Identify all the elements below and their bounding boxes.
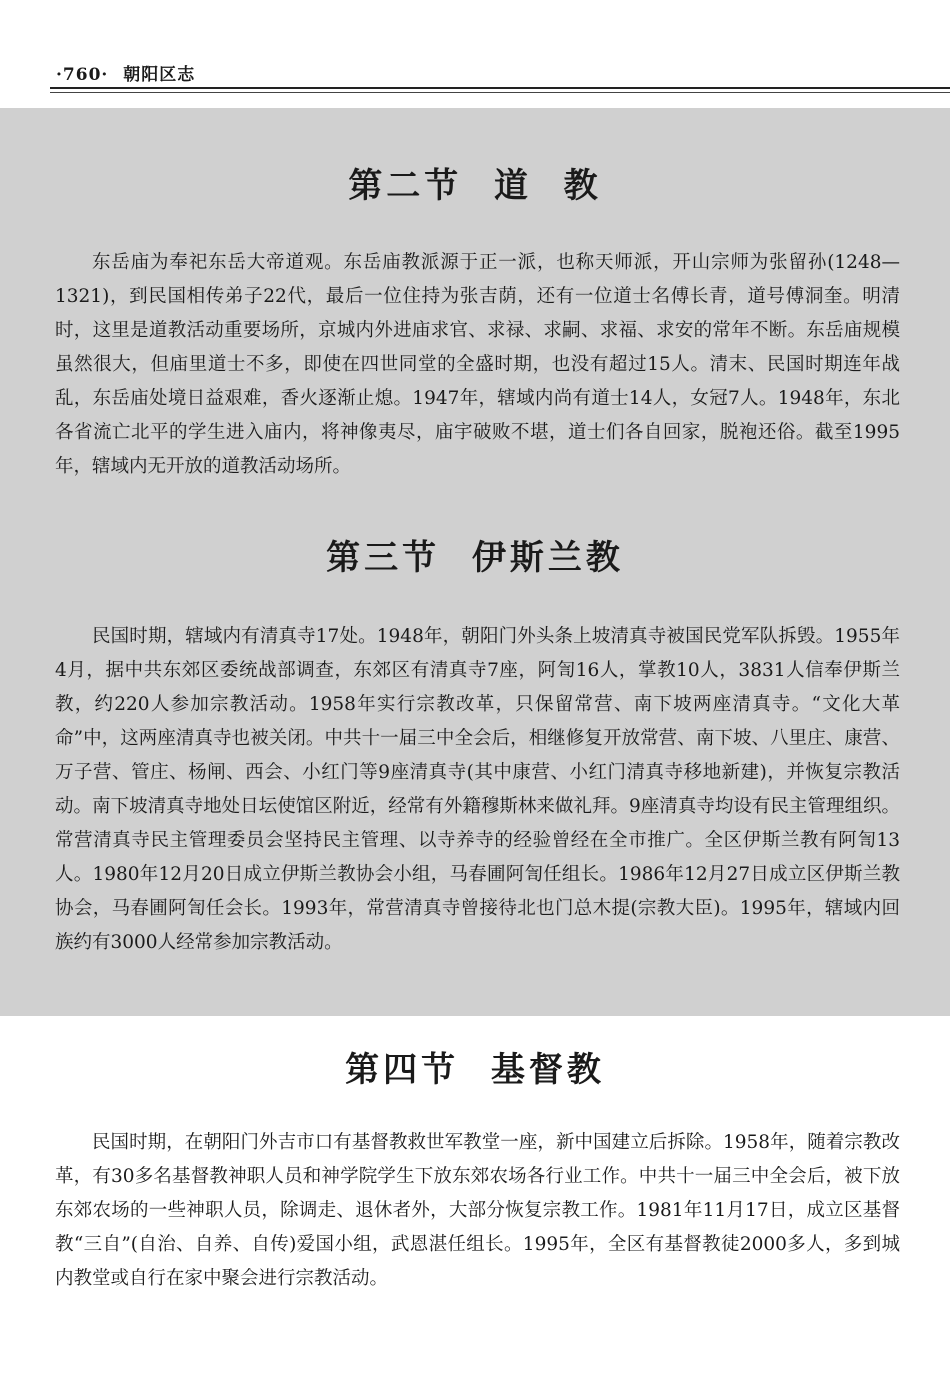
section-title-daojiao: 第二节 道 教 (348, 166, 602, 206)
section-body-daojiao: 东岳庙为奉祀东岳大帝道观。东岳庙教派源于正一派，也称天师派，开山宗师为张留孙(1248—1321)，到民国相传弟子22代，最后一位住持为张吉荫，还有一位道士名傅长青，道号傅洞奎。明清时，这里是道教活动重要场所，京城内外进庙求官、求禄、求嗣、求福、求安的常年不断。东岳庙规模虽然很大，但庙里道士不多，即使在四世同堂的全盛时期，也没有超过15人。清末、民国时期连年战乱，东岳庙处境日益艰难，香火逐渐止熄。1947年，辖域内尚有道士14人，女冠7人。1948年，东北各省流亡北平的学生进入庙内，将神像夷尽，庙宇破败不堪，道士们各自回家，脱袍还俗。截至1995年，辖域内无开放的道教活动场所。 (55, 252, 900, 477)
header-rule (50, 87, 950, 89)
section-body-jidu: 民国时期，在朝阳门外吉市口有基督教救世军教堂一座，新中国建立后拆除。1958年，随着宗教改革，有30多名基督教神职人员和神学院学生下放东郊农场各行业工作。中共十一届三中全会后，被下放东郊农场的一些神职人员，除调走、退休者外，大部分恢复宗教工作。1981年11月17日，成立区基督教“三自”(自治、自养、自传)爱国小组，武恩湛任组长。1995年，全区有基督教徒2000多人，多到城内教堂或自行在家中聚会进行宗教活动。 (55, 1132, 900, 1289)
section-body-yisilan: 民国时期，辖域内有清真寺17处。1948年，朝阳门外头条上坡清真寺被国民党军队拆毁。1955年4月，据中共东郊区委统战部调查，东郊区有清真寺7座，阿訇16人，掌教10人，3831人信奉伊斯兰教，约220人参加宗教活动。1958年实行宗教改革，只保留常营、南下坡两座清真寺。“文化大革命”中，这两座清真寺也被关闭。中共十一届三中全会后，相继修复开放常营、南下坡、八里庄、康营、万子营、管庄、杨闸、西会、小红门等9座清真寺(其中康营、小红门清真寺移地新建)，并恢复宗教活动。南下坡清真寺地处日坛使馆区附近，经常有外籍穆斯林来做礼拜。9座清真寺均设有民主管理组织。常营清真寺民主管理委员会坚持民主管理、以寺养寺的经验曾经在全市推广。全区伊斯兰教有阿訇13人。1980年12月20日成立伊斯兰教协会小组，马春圃阿訇任组长。1986年12月27日成立区伊斯兰教协会，马春圃阿訇任会长。1993年，常营清真寺曾接待北也门总木提(宗教大臣)。1995年，辖域内回族约有3000人经常参加宗教活动。 (55, 626, 900, 953)
running-head (56, 60, 195, 85)
section-title-jidu: 第四节 基督教 (345, 1050, 605, 1090)
header-rule-thin (50, 92, 950, 93)
section-title-yisilan: 第三节 伊斯兰教 (326, 538, 624, 578)
page-number: ·760· (56, 65, 109, 85)
book-title: 朝阳区志 (123, 65, 196, 85)
